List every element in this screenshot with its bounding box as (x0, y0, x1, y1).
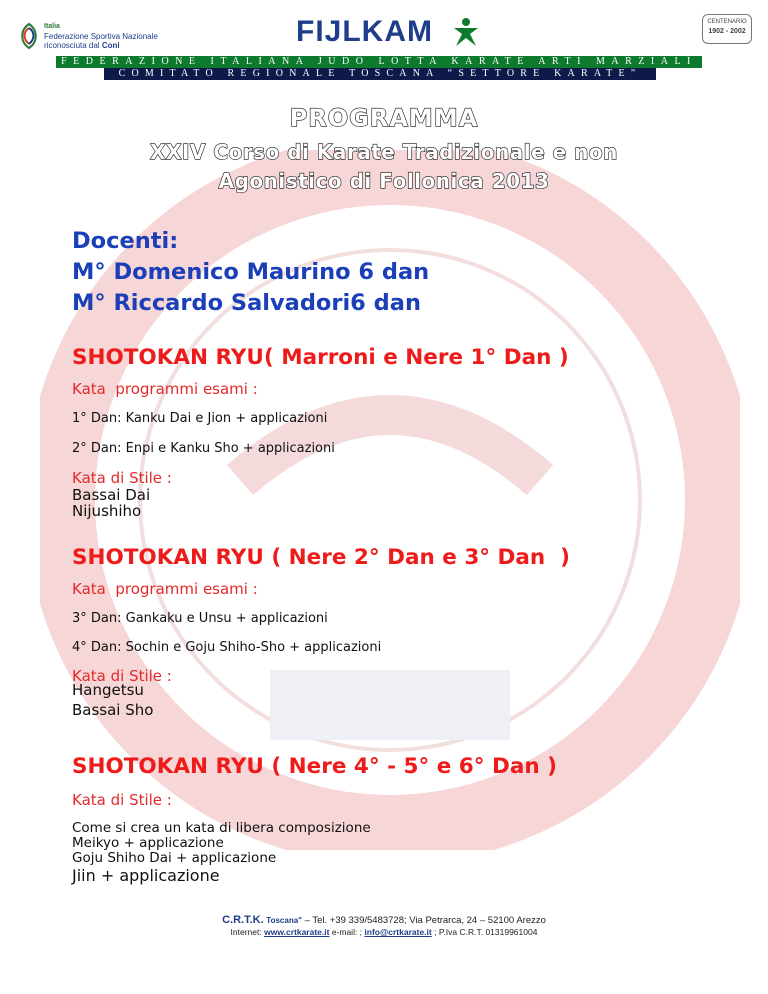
section-2-exam-label: Kata programmi esami : (72, 580, 258, 598)
website-link[interactable]: www.crtkarate.it (264, 927, 330, 937)
coni-line1: Federazione Sportiva Nazionale (44, 31, 158, 41)
section-3-item-4: Jiin + applicazione (72, 866, 220, 885)
section-3-item-3: Goju Shiho Dai + applicazione (72, 850, 277, 866)
footer-internet-label: Internet: (230, 927, 265, 937)
section-1-exam-2: 2° Dan: Enpi e Kanku Sho + applicazioni (72, 441, 335, 456)
footer-email-label: e-mail: ; (329, 927, 365, 937)
section-3-item-2: Meikyo + applicazione (72, 835, 224, 851)
section-1-exam-label: Kata programmi esami : (72, 380, 258, 398)
figure-emblem-icon (450, 16, 482, 48)
footer-internet-line (0, 927, 768, 937)
footer-org-suffix: Toscana" (266, 916, 302, 925)
course-title-line1: XXIV Corso di Karate Tradizionale e non (150, 140, 618, 164)
section-1-exam-1: 1° Dan: Kanku Dai e Jion + applicazioni (72, 411, 328, 426)
footer-piva: ; P.Iva C.R.T. 01319961004 (431, 927, 538, 937)
section-2-style-2: Bassai Sho (72, 701, 154, 719)
footer (0, 914, 768, 937)
section-1-style-1: Bassai Dai (72, 486, 151, 504)
footer-address: – Tel. +39 339/5483728; Via Petrarca, 24 – 52100 Arezzo (301, 915, 546, 926)
section-2-exam-2: 4° Dan: Sochin e Goju Shiho-Sho + applicazioni (72, 640, 382, 655)
docenti-label: Docenti: (72, 228, 179, 254)
section-2-exam-1: 3° Dan: Gankaku e Unsu + applicazioni (72, 611, 328, 626)
centenary-badge (702, 14, 752, 44)
section-3-item-1: Come si crea un kata di libera composizione (72, 820, 371, 836)
section-2-style-label: Kata di Stile : (72, 667, 172, 685)
coni-logo (18, 22, 168, 52)
fijlkam-logo (296, 14, 486, 50)
section-1-heading: SHOTOKAN RYU( Marroni e Nere 1° Dan ) (72, 345, 569, 370)
footer-contact-line (0, 914, 768, 926)
section-2-heading: SHOTOKAN RYU ( Nere 2° Dan e 3° Dan ) (72, 545, 570, 570)
docenti-block (72, 226, 429, 319)
centenary-label: CENTENARIO (707, 19, 747, 25)
section-1-style-2: Nijushiho (72, 502, 142, 520)
federation-band: FEDERAZIONE ITALIANA JUDO LOTTA KARATE ARTI MARZIALI (56, 56, 702, 68)
coni-rings-icon (18, 22, 40, 50)
page-title: PROGRAMMA (289, 104, 479, 132)
teacher-1: M° Domenico Maurino 6 dan (72, 259, 430, 285)
centenary-years: 1902 - 2002 (708, 28, 746, 35)
section-2-style-1: Hangetsu (72, 681, 144, 699)
course-title-line2: Agonistico di Follonica 2013 (218, 169, 550, 193)
section-3-style-label: Kata di Stile : (72, 791, 172, 809)
fijlkam-wordmark: FIJLKAM (296, 15, 433, 48)
section-3-heading: SHOTOKAN RYU ( Nere 4° - 5° e 6° Dan ) (72, 754, 557, 779)
footer-org: C.R.T.K. (222, 914, 264, 926)
section-1-style-label: Kata di Stile : (72, 469, 172, 487)
teacher-2: M° Riccardo Salvadori6 dan (72, 290, 421, 316)
committee-band: COMITATO REGIONALE TOSCANA “SETTORE KARATE” (104, 68, 656, 80)
email-link[interactable]: info@crtkarate.it (364, 927, 432, 937)
coni-italia-label: Italia (44, 23, 60, 30)
coni-line2: riconosciuta dal Coni (44, 41, 120, 50)
